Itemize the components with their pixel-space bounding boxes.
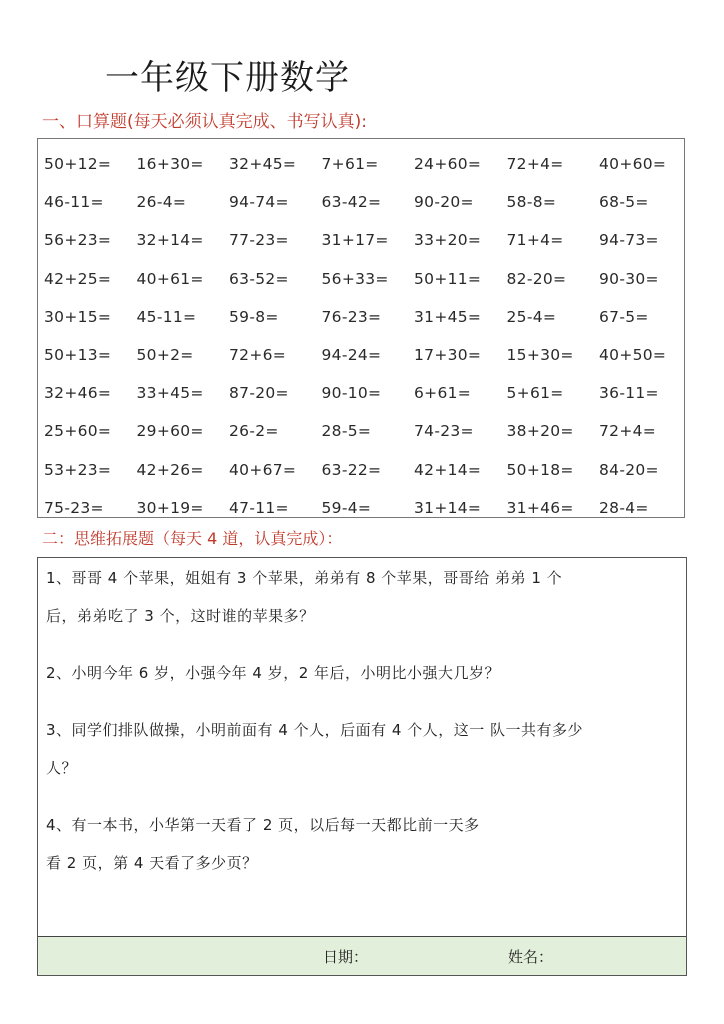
calc-problem: 16+30= <box>136 155 204 174</box>
calc-problem: 50+18= <box>506 460 574 479</box>
calc-problem: 59-4= <box>321 498 372 517</box>
calc-problem: 94-74= <box>229 193 289 212</box>
calc-problem: 58-8= <box>506 193 557 212</box>
calc-problem: 32+46= <box>44 384 112 403</box>
calc-problem: 42+26= <box>136 460 204 479</box>
calc-problem: 33+45= <box>136 384 204 403</box>
calc-problem: 31+17= <box>321 231 389 250</box>
calc-problem: 94-73= <box>599 231 659 250</box>
calc-problem: 25-4= <box>506 307 557 326</box>
calc-problem: 50+2= <box>136 346 194 365</box>
calc-problem: 29+60= <box>136 422 204 441</box>
calc-problem: 46-11= <box>44 193 104 212</box>
calc-problem: 76-23= <box>321 307 382 326</box>
calc-problem: 90-10= <box>321 384 382 403</box>
word-problems-box <box>37 557 687 976</box>
problem-3-line-1: 3、同学们排队做操，小明前面有 4 个人，后面有 4 个人，这一 队一共有多少 <box>46 721 583 739</box>
calc-problem: 47-11= <box>229 498 289 517</box>
problem-3-line-2: 人？ <box>46 759 78 777</box>
section1-heading: 一、口算题(每天必须认真完成、书写认真): <box>42 112 367 132</box>
calc-problem: 71+4= <box>506 231 564 250</box>
calc-problem: 87-20= <box>229 384 289 403</box>
calc-problem: 28-4= <box>599 498 649 517</box>
footer-band <box>38 936 686 975</box>
calc-problem: 17+30= <box>414 346 482 365</box>
problem-1-line-2: 后，弟弟吃了 3 个，这时谁的苹果多？ <box>46 607 315 625</box>
calc-problem: 6+61= <box>414 384 472 403</box>
calc-problem: 77-23= <box>229 231 289 250</box>
calc-problem: 74-23= <box>414 422 474 441</box>
calc-problem: 42+14= <box>414 460 482 479</box>
problem-1-line-1: 1、哥哥 4 个苹果，姐姐有 3 个苹果，弟弟有 8 个苹果，哥哥给 弟弟 1 个 <box>46 569 563 587</box>
calc-problem: 24+60= <box>414 155 482 174</box>
calc-problem: 45-11= <box>136 307 197 326</box>
calc-problem: 75-23= <box>44 498 104 517</box>
calc-problem: 5+61= <box>506 384 564 403</box>
calc-problem: 59-8= <box>229 307 279 326</box>
calc-problem: 40+60= <box>599 155 667 174</box>
calc-problem: 50+11= <box>414 269 482 288</box>
calc-problem: 40+61= <box>136 269 204 288</box>
calc-problem: 50+13= <box>44 346 112 365</box>
name-label: 姓名： <box>508 948 554 966</box>
calc-problem: 28-5= <box>321 422 372 441</box>
mental-math-grid <box>44 145 684 527</box>
calc-problem: 82-20= <box>506 269 567 288</box>
calc-problem: 63-42= <box>321 193 382 212</box>
problem-4-line-2: 看 2 页，第 4 天看了多少页？ <box>46 854 258 872</box>
section2-heading: 二：思维拓展题（每天 4 道，认真完成）： <box>42 529 343 548</box>
calc-problem: 32+45= <box>229 155 297 174</box>
calc-problem: 90-30= <box>599 269 659 288</box>
calc-problem: 67-5= <box>599 307 649 326</box>
mental-math-table <box>37 138 685 518</box>
calc-problem: 56+23= <box>44 231 112 250</box>
page-title: 一年级下册数学 <box>105 58 350 98</box>
calc-problem: 25+60= <box>44 422 112 441</box>
calc-problem: 68-5= <box>599 193 649 212</box>
calc-problem: 40+67= <box>229 460 297 479</box>
problem-4-line-1: 4、有一本书，小华第一天看了 2 页，以后每一天都比前一天多 <box>46 816 480 834</box>
calc-problem: 7+61= <box>321 155 379 174</box>
calc-problem: 26-4= <box>136 193 187 212</box>
calc-problem: 56+33= <box>321 269 389 288</box>
calc-problem: 72+4= <box>506 155 564 174</box>
calc-problem: 15+30= <box>506 346 574 365</box>
calc-problem: 90-20= <box>414 193 474 212</box>
calc-problem: 53+23= <box>44 460 112 479</box>
calc-problem: 72+6= <box>229 346 287 365</box>
calc-problem: 63-52= <box>229 269 289 288</box>
calc-problem: 84-20= <box>599 460 659 479</box>
calc-problem: 26-2= <box>229 422 279 441</box>
problem-2-line-1: 2、小明今年 6 岁，小强今年 4 岁，2 年后，小明比小强大几岁？ <box>46 664 501 682</box>
calc-problem: 31+14= <box>414 498 482 517</box>
calc-problem: 30+15= <box>44 307 112 326</box>
calc-problem: 38+20= <box>506 422 574 441</box>
calc-problem: 72+4= <box>599 422 657 441</box>
calc-problem: 36-11= <box>599 384 659 403</box>
calc-problem: 33+20= <box>414 231 482 250</box>
calc-problem: 30+19= <box>136 498 204 517</box>
calc-problem: 32+14= <box>136 231 204 250</box>
calc-problem: 31+46= <box>506 498 574 517</box>
calc-problem: 31+45= <box>414 307 482 326</box>
calc-problem: 50+12= <box>44 155 112 174</box>
calc-problem: 40+50= <box>599 346 667 365</box>
date-label: 日期： <box>323 948 369 966</box>
calc-problem: 42+25= <box>44 269 112 288</box>
calc-problem: 94-24= <box>321 346 382 365</box>
calc-problem: 63-22= <box>321 460 382 479</box>
